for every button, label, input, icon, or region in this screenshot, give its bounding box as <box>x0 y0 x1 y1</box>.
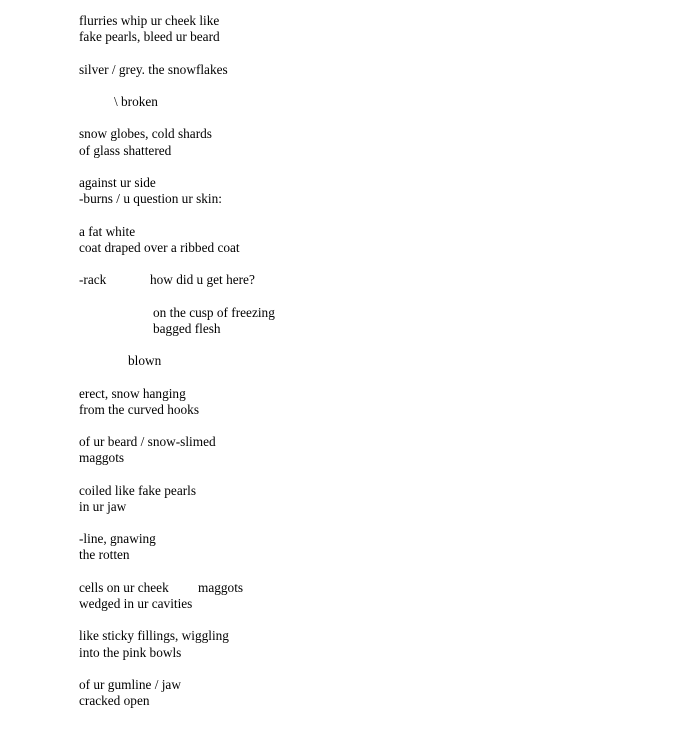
poem-line: -line, gnawing <box>79 531 156 546</box>
poem-line: coiled like fake pearls <box>79 483 197 498</box>
poem-line: wedged in ur cavities <box>79 596 193 611</box>
poem-line: cells on ur cheek <box>79 580 169 595</box>
poem-line: flurries whip ur cheek like <box>79 13 220 28</box>
poem-line: cracked open <box>79 693 150 708</box>
poem-line: of glass shattered <box>79 143 172 158</box>
poem-line: on the cusp of freezing <box>153 305 275 320</box>
poem-line: a fat white <box>79 224 136 239</box>
poem-line: \ broken <box>114 94 158 109</box>
poem-line: fake pearls, bleed ur beard <box>79 29 220 44</box>
poem-line: erect, snow hanging <box>79 386 186 401</box>
poem-line: -rack <box>79 272 107 287</box>
poem-line: -burns / u question ur skin: <box>79 191 222 206</box>
poem-line: in ur jaw <box>79 499 127 514</box>
poem-line: the rotten <box>79 547 130 562</box>
poem-line: of ur beard / snow-slimed <box>79 434 216 449</box>
poem-line: like sticky fillings, wiggling <box>79 628 229 643</box>
poem-line: coat draped over a ribbed coat <box>79 240 240 255</box>
poem-line: blown <box>128 353 162 368</box>
poem-line: against ur side <box>79 175 156 190</box>
poem-line: from the curved hooks <box>79 402 200 417</box>
poem-line: maggots <box>79 450 125 465</box>
poem-line: snow globes, cold shards <box>79 126 212 141</box>
poem-line: silver / grey. the snowflakes <box>79 62 228 77</box>
poem-line: bagged flesh <box>153 321 221 336</box>
poem-line: how did u get here? <box>150 272 255 287</box>
poem-line: of ur gumline / jaw <box>79 677 181 692</box>
poem-line: into the pink bowls <box>79 645 182 660</box>
poem-line: maggots <box>198 580 244 595</box>
